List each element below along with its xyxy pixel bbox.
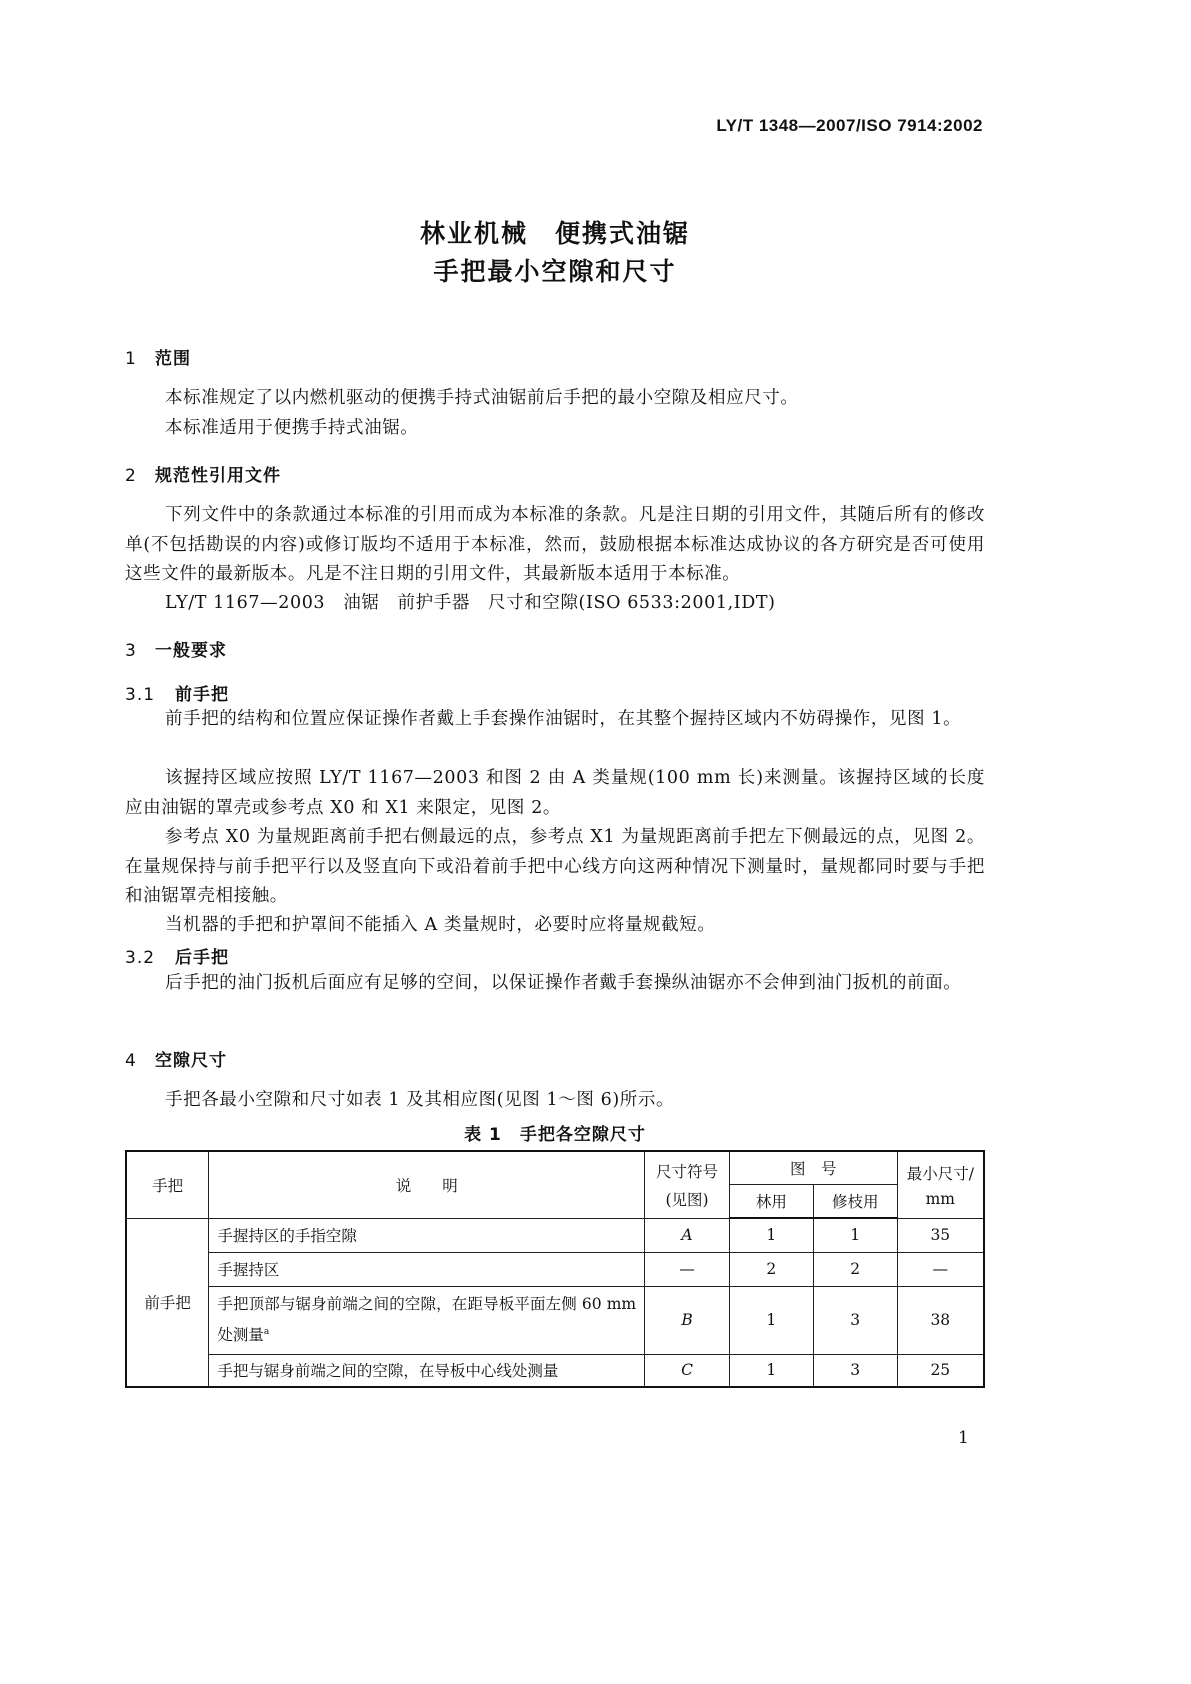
table-row: 前手把 手握持区的手指空隙 A 1 1 35: [126, 1218, 984, 1252]
section-3-heading: 3 一般要求: [125, 641, 227, 661]
group-front-handle: 前手把: [126, 1218, 209, 1387]
section-3-1-paragraph-1: 前手把的结构和位置应保证操作者戴上手套操作油锯时，在其整个握持区域内不妨碍操作，见图 1。: [165, 709, 962, 729]
standard-number-header: LY/T 1348—2007/ISO 7914:2002: [716, 116, 983, 135]
document-title-line1: 林业机械 便携式油锯: [419, 219, 690, 248]
header-handle: 手把: [126, 1151, 209, 1218]
table-row: 手把顶部与锯身前端之间的空隙，在距导板平面左侧 60 mm 处测量$^a$ B 1 3 38: [126, 1286, 984, 1354]
section-4-heading: 4 空隙尺寸: [125, 1051, 227, 1071]
section-3-1-paragraph-3: 参考点 X0 为量规距离前手把右侧最远的点，参考点 X1 为量规距离前手把左下侧最远的点，见图 2。在量规保持与前手把平行以及竖直向下或沿着前手把中心线方向这两种情况下测量时，量规都同时要与手把和油锯罩壳相接触。: [125, 827, 985, 906]
section-1-heading: 1 范围: [125, 349, 191, 369]
section-2-heading: 2 规范性引用文件: [125, 466, 281, 486]
section-2-paragraph: 下列文件中的条款通过本标准的引用而成为本标准的条款。凡是注日期的引用文件，其随后所有的修改单(不包括勘误的内容)或修订版均不适用于本标准，然而，鼓励根据本标准达成协议的各方研究是否可使用这些文件的最新版本。凡是不注日期的引用文件，其最新版本适用于本标准。: [125, 505, 985, 584]
header-min-size: 最小尺寸/ mm: [897, 1151, 984, 1218]
table-caption: 表 1 手把各空隙尺寸: [464, 1125, 646, 1145]
header-symbol: 尺寸符号 (见图): [645, 1151, 730, 1218]
clearance-table: [125, 1150, 985, 1388]
section-3-2-heading: 3.2 后手把: [125, 948, 229, 968]
header-forestry: 林用: [729, 1185, 813, 1219]
footnote-marker: a: [263, 1327, 270, 1338]
document-title-line2: 手把最小空隙和尺寸: [433, 257, 677, 286]
section-4-paragraph: 手把各最小空隙和尺寸如表 1 及其相应图(见图 1～图 6)所示。: [165, 1090, 675, 1110]
header-pruning: 修枝用: [813, 1185, 897, 1219]
section-3-2-paragraph: 后手把的油门扳机后面应有足够的空间，以保证操作者戴手套操纵油锯亦不会伸到油门扳机的前面。: [165, 973, 962, 993]
section-1-paragraph-1: 本标准规定了以内燃机驱动的便携手持式油锯前后手把的最小空隙及相应尺寸。: [165, 388, 799, 408]
header-figure-number: 图 号: [729, 1151, 897, 1185]
section-1-paragraph-2: 本标准适用于便携手持式油锯。: [165, 418, 419, 438]
section-3-1-paragraph-4: 当机器的手把和护罩间不能插入 A 类量规时，必要时应将量规截短。: [165, 915, 716, 935]
table-row: 手把与锯身前端之间的空隙，在导板中心线处测量 C 1 3 25: [126, 1354, 984, 1387]
table-row: 手握持区 — 2 2 —: [126, 1252, 984, 1286]
section-3-1-paragraph-2: 该握持区域应按照 LY/T 1167—2003 和图 2 由 A 类量规(100 mm 长)来测量。该握持区域的长度应由油锯的罩壳或参考点 X0 和 X1 来限定，见图 2。: [125, 768, 985, 818]
normative-reference: LY/T 1167—2003 油锯 前护手器 尺寸和空隙(ISO 6533:2001,IDT): [165, 593, 776, 613]
page-number: 1: [958, 1428, 969, 1448]
section-3-1-heading: 3.1 前手把: [125, 685, 229, 705]
header-description: 说 明: [209, 1151, 645, 1218]
